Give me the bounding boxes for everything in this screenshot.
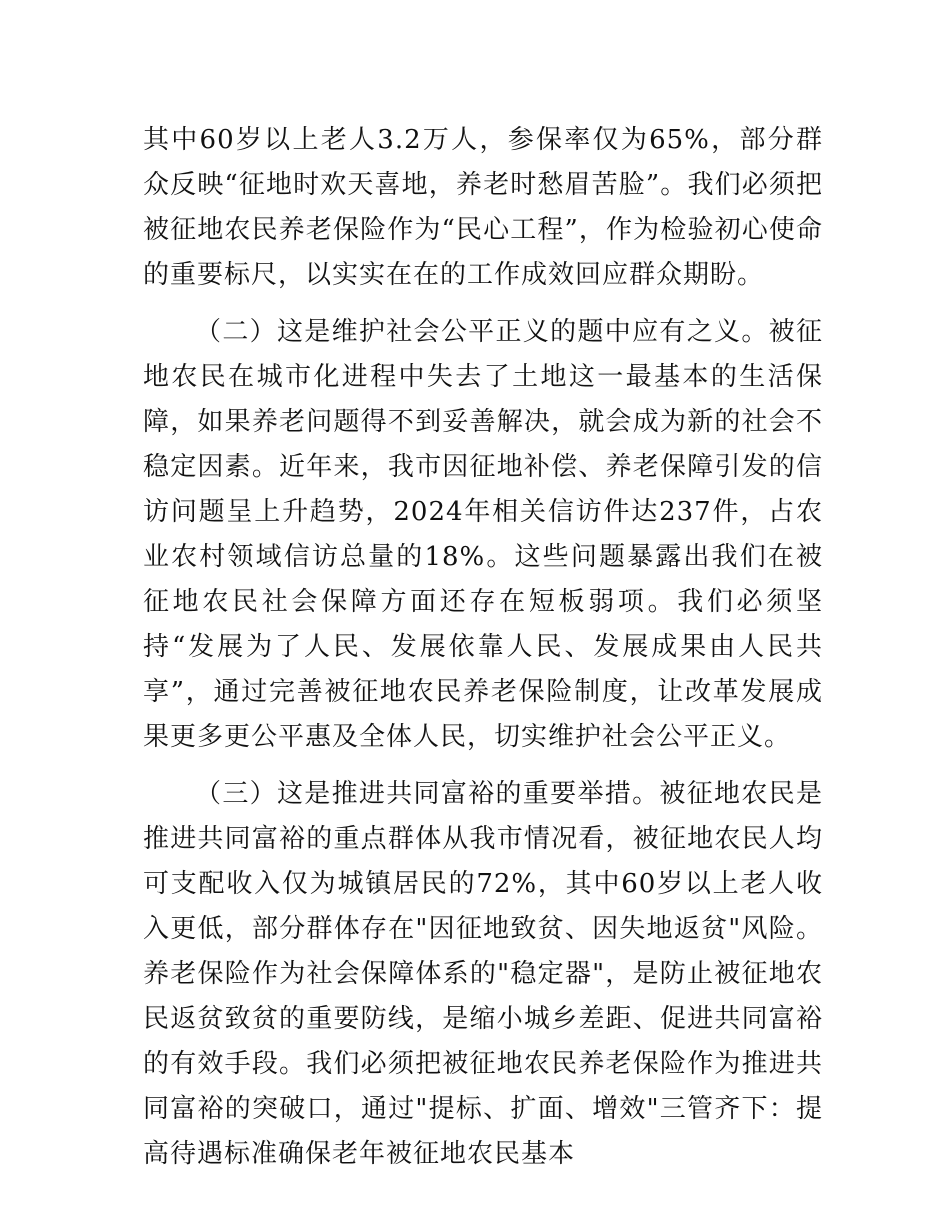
paragraph-continuation: 其中60岁以上老人3.2万人，参保率仅为65%，部分群众反映“征地时欢天喜地，养老时愁眉苦脸”。我们必须把被征地农民养老保险作为“民心工程”，作为检验初心使命的重要标尺，以实实在在的工作成效回应群众期盼。 [143,125,823,290]
paragraph-section-three: （三）这是推进共同富裕的重要举措。被征地农民是推进共同富裕的重点群体从我市情况看，被征地农民人均可支配收入仅为城镇居民的72%，其中60岁以上老人收入更低，部分群体存在"因征地致贫、因失地返贫"风险。养老保险作为社会保障体系的"稳定器"，是防止被征地农民返贫致贫的重要防线，是缩小城乡差距、促进共同富裕的有效手段。我们必须把被征地农民养老保险作为推进共同富裕的突破口，通过"提标、扩面、增效"三管齐下：提高待遇标准确保老年被征地农民基本 [143,779,823,1169]
document-body [143,118,823,1189]
paragraph-section-two: （二）这是维护社会公平正义的题中应有之义。被征地农民在城市化进程中失去了土地这一最基本的生活保障，如果养老问题得不到妥善解决，就会成为新的社会不稳定因素。近年来，我市因征地补偿、养老保障引发的信访问题呈上升趋势，2024年相关信访件达237件，占农业农村领域信访总量的18%。这些问题暴露出我们在被征地农民社会保障方面还存在短板弱项。我们必须坚持“发展为了人民、发展依靠人民、发展成果由人民共享”，通过完善被征地农民养老保险制度，让改革发展成果更多更公平惠及全体人民，切实维护社会公平正义。 [143,317,823,752]
